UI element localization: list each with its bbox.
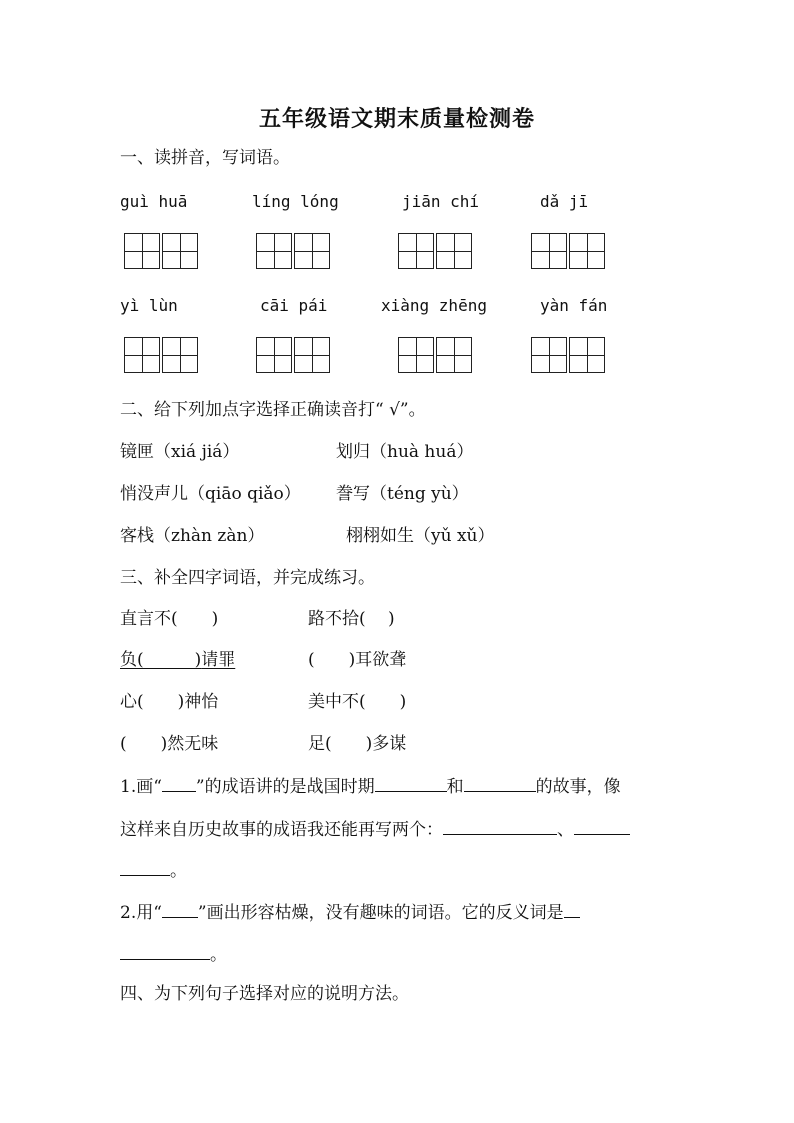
pinyin-caipai: cāi pái [260, 296, 328, 315]
answer-blank[interactable] [120, 857, 170, 876]
pinyin-yanfan: yàn fán [540, 296, 608, 315]
writing-grid-1[interactable] [124, 233, 198, 269]
question-1-line1 [120, 773, 621, 799]
q1-text: 1.画“ [120, 777, 162, 797]
q1-text: 、 [557, 820, 574, 840]
answer-blank[interactable] [375, 773, 447, 792]
answer-blank[interactable] [162, 773, 196, 792]
q1-text: 和 [446, 777, 464, 797]
q2-text: ”画出形容枯燥，没有趣味的词语。它的反义词是 [197, 903, 564, 923]
idiom-underlined: 请罪 [201, 650, 236, 670]
question-1-line3 [120, 857, 187, 883]
idiom-blank[interactable]: 心( )神怡 [120, 692, 219, 712]
idiom-blank[interactable]: 足( )多谋 [308, 734, 407, 754]
pinyin-daji: dǎ jī [540, 192, 589, 211]
answer-blank[interactable] [464, 773, 536, 792]
pronunciation-item[interactable]: 客栈（zhàn zàn） [120, 526, 265, 546]
question-2-line1 [120, 899, 580, 925]
answer-blank[interactable] [574, 816, 630, 835]
answer-blank[interactable] [564, 899, 580, 918]
answer-blank[interactable] [120, 941, 210, 960]
q1-text: 。 [170, 861, 187, 881]
writing-grid-8[interactable] [531, 337, 605, 373]
question-2-line2 [120, 941, 227, 967]
q2-text: 。 [210, 945, 227, 965]
writing-grid-5[interactable] [124, 337, 198, 373]
writing-grid-6[interactable] [256, 337, 330, 373]
section4-heading: 四、为下列句子选择对应的说明方法。 [120, 984, 409, 1004]
writing-grid-7[interactable] [398, 337, 472, 373]
writing-grid-4[interactable] [531, 233, 605, 269]
idiom-part: 负( ) [120, 650, 202, 670]
pronunciation-item[interactable]: 悄没声儿（qiāo qiǎo） [120, 484, 301, 504]
idiom-blank[interactable]: ( )耳欲聋 [308, 650, 407, 670]
idiom-blank[interactable]: ( )然无味 [120, 734, 219, 754]
page-title: 五年级语文期末质量检测卷 [258, 106, 535, 132]
writing-grid-3[interactable] [398, 233, 472, 269]
writing-grid-2[interactable] [256, 233, 330, 269]
answer-blank[interactable] [443, 816, 557, 835]
pronunciation-item[interactable]: 镜匣（xiá jiá） [120, 442, 240, 462]
q1-text: ”的成语讲的是战国时期 [195, 777, 375, 797]
q1-text: 这样来自历史故事的成语我还能再写两个： [120, 820, 443, 840]
pinyin-xiangzheng: xiàng zhēng [381, 296, 487, 315]
idiom-blank[interactable]: 路不拾( ) [308, 609, 395, 629]
idiom-blank[interactable]: 美中不( ) [308, 692, 407, 712]
question-1-line2 [120, 816, 630, 842]
pinyin-yilun: yì lùn [120, 296, 178, 315]
section2-heading: 二、给下列加点字选择正确读音打“ √”。 [120, 400, 426, 420]
idiom-blank[interactable] [120, 648, 235, 672]
pinyin-linglong: líng lóng [252, 192, 339, 211]
pronunciation-item[interactable]: 誊写（téng yù） [336, 484, 469, 504]
section1-heading: 一、读拼音，写词语。 [120, 148, 290, 168]
answer-blank[interactable] [162, 899, 198, 918]
idiom-blank[interactable]: 直言不( ) [120, 609, 219, 629]
pinyin-jianchi: jiān chí [402, 192, 480, 211]
q1-text: 的故事，像 [535, 777, 621, 797]
pronunciation-item[interactable]: 栩栩如生（yǔ xǔ） [346, 526, 495, 546]
q2-text: 2.用“ [120, 903, 162, 923]
pronunciation-item[interactable]: 划归（huà huá） [336, 442, 474, 462]
section3-heading: 三、补全四字词语，并完成练习。 [120, 568, 375, 588]
pinyin-guihua: guì huā [120, 192, 188, 211]
